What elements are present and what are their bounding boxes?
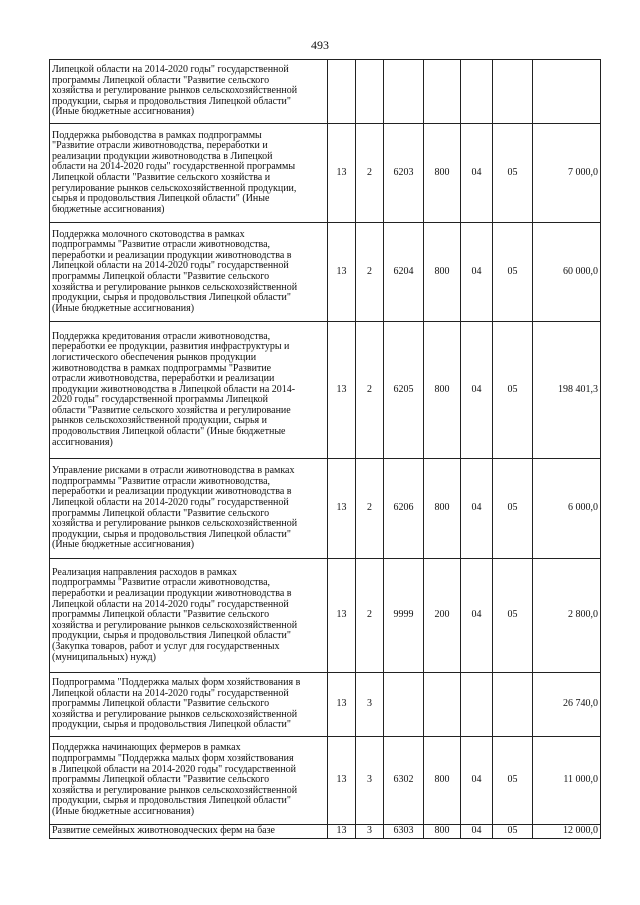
row-description: Развитие семейных животноводческих ферм на базе	[50, 825, 328, 839]
cell-code-3: 6204	[384, 223, 424, 322]
row-description: Поддержка начинающих фермеров в рамках подпрограммы "Поддержка малых форм хозяйствования в Липецкой области на 2014-2020 годы" государственной программы Липецкой области "Развитие сельского хозяйства и регулирование рынков сельскохозяйственной продукции, сырья и продовольствия Липецкой области" (Иные бюджетные ассигнования)	[50, 737, 328, 825]
page-number: 493	[311, 38, 329, 52]
table-row	[50, 60, 601, 124]
cell-code-4: 200	[424, 559, 461, 673]
cell-code-2	[356, 60, 384, 124]
row-description: Реализация направления расходов в рамках подпрограммы "Развитие отрасли животноводства, переработки и реализации продукции животноводства в Липецкой области на 2014-2020 годы" государственной программы Липецкой области "Развитие сельского хозяйства и регулирование рынков сельскохозяйственной продукции, сырья и продовольствия Липецкой области" (Закупка товаров, работ и услуг для государственных (муниципальных) нужд)	[50, 559, 328, 673]
cell-code-4	[424, 60, 461, 124]
cell-code-2: 2	[356, 322, 384, 459]
cell-code-1: 13	[328, 223, 356, 322]
row-description: Подпрограмма "Поддержка малых форм хозяйствования в Липецкой области на 2014-2020 годы" государственной программы Липецкой области "Развитие сельского хозяйства и регулирование рынков сельскохозяйственной продукции, сырья и продовольствия Липецкой области"	[50, 673, 328, 737]
cell-code-4: 800	[424, 737, 461, 825]
cell-code-4: 800	[424, 124, 461, 223]
cell-code-2: 3	[356, 737, 384, 825]
cell-code-3: 9999	[384, 559, 424, 673]
cell-amount: 6 000,0	[533, 459, 601, 559]
cell-code-6: 05	[493, 459, 533, 559]
table-row	[50, 124, 601, 223]
cell-code-5	[461, 60, 493, 124]
cell-code-1: 13	[328, 559, 356, 673]
cell-code-1: 13	[328, 673, 356, 737]
cell-code-6: 05	[493, 223, 533, 322]
table-row	[50, 322, 601, 459]
table-row	[50, 737, 601, 825]
cell-code-6: 05	[493, 124, 533, 223]
cell-code-5: 04	[461, 124, 493, 223]
table-row	[50, 559, 601, 673]
cell-code-3	[384, 673, 424, 737]
row-description: Поддержка молочного скотоводства в рамках подпрограммы "Развитие отрасли животноводства, переработки и реализации продукции животноводства в Липецкой области на 2014-2020 годы" государственной программы Липецкой области "Развитие сельского хозяйства и регулирование рынков сельскохозяйственной продукции, сырья и продовольствия Липецкой области" (Иные бюджетные ассигнования)	[50, 223, 328, 322]
cell-code-2: 2	[356, 459, 384, 559]
row-description: Управление рисками в отрасли животноводства в рамках подпрограммы "Развитие отрасли животноводства, переработки и реализации продукции животноводства в Липецкой области на 2014-2020 годы" государственной программы Липецкой области "Развитие сельского хозяйства и регулирование рынков сельскохозяйственной продукции, сырья и продовольствия Липецкой области" (Иные бюджетные ассигнования)	[50, 459, 328, 559]
cell-code-1: 13	[328, 124, 356, 223]
cell-code-5: 04	[461, 559, 493, 673]
table-row	[50, 459, 601, 559]
cell-code-2: 3	[356, 825, 384, 839]
cell-code-6	[493, 60, 533, 124]
cell-code-4: 800	[424, 322, 461, 459]
table-row	[50, 223, 601, 322]
cell-amount: 26 740,0	[533, 673, 601, 737]
table-row	[50, 673, 601, 737]
cell-code-3: 6303	[384, 825, 424, 839]
cell-code-4: 800	[424, 825, 461, 839]
cell-code-5	[461, 673, 493, 737]
row-description: Липецкой области на 2014-2020 годы" государственной программы Липецкой области "Развитие сельского хозяйства и регулирование рынков сельскохозяйственной продукции, сырья и продовольствия Липецкой области" (Иные бюджетные ассигнования)	[50, 60, 328, 124]
cell-code-4: 800	[424, 459, 461, 559]
cell-code-3: 6302	[384, 737, 424, 825]
cell-code-1: 13	[328, 825, 356, 839]
cell-amount: 7 000,0	[533, 124, 601, 223]
cell-code-2: 2	[356, 124, 384, 223]
cell-code-6: 05	[493, 825, 533, 839]
cell-code-6: 05	[493, 559, 533, 673]
cell-code-4	[424, 673, 461, 737]
cell-code-4: 800	[424, 223, 461, 322]
cell-code-2: 2	[356, 559, 384, 673]
row-description: Поддержка кредитования отрасли животноводства, переработки ее продукции, развития инфраструктуры и логистического обеспечения рынков продукции животноводства в рамках подпрограммы "Развитие отрасли животноводства, переработки и реализации продукции животноводства в Липецкой области на 2014- 2020 годы" государственной программы Липецкой области "Развитие сельского хозяйства и регулирование рынков сельскохозяйственной продукции, сырья и продовольствия Липецкой области" (Иные бюджетные ассигнования)	[50, 322, 328, 459]
cell-amount: 12 000,0	[533, 825, 601, 839]
budget-table	[49, 59, 601, 839]
cell-code-3: 6203	[384, 124, 424, 223]
cell-code-5: 04	[461, 737, 493, 825]
cell-code-5: 04	[461, 459, 493, 559]
cell-code-2: 2	[356, 223, 384, 322]
cell-code-3: 6205	[384, 322, 424, 459]
table-row	[50, 825, 601, 839]
cell-code-1: 13	[328, 322, 356, 459]
cell-amount: 11 000,0	[533, 737, 601, 825]
cell-amount: 2 800,0	[533, 559, 601, 673]
cell-code-1: 13	[328, 459, 356, 559]
cell-code-6: 05	[493, 737, 533, 825]
cell-code-5: 04	[461, 322, 493, 459]
cell-code-3	[384, 60, 424, 124]
cell-code-3: 6206	[384, 459, 424, 559]
cell-code-6	[493, 673, 533, 737]
cell-amount	[533, 60, 601, 124]
cell-code-5: 04	[461, 223, 493, 322]
cell-code-6: 05	[493, 322, 533, 459]
cell-amount: 198 401,3	[533, 322, 601, 459]
cell-code-1	[328, 60, 356, 124]
row-description: Поддержка рыбоводства в рамках подпрограммы "Развитие отрасли животноводства, переработки и реализации продукции животноводства в Липецкой области на 2014-2020 годы" государственной программы Липецкой области "Развитие сельского хозяйства и регулирование рынков сельскохозяйственной продукции, сырья и продовольствия Липецкой области" (Иные бюджетные ассигнования)	[50, 124, 328, 223]
cell-amount: 60 000,0	[533, 223, 601, 322]
cell-code-1: 13	[328, 737, 356, 825]
cell-code-2: 3	[356, 673, 384, 737]
cell-code-5: 04	[461, 825, 493, 839]
